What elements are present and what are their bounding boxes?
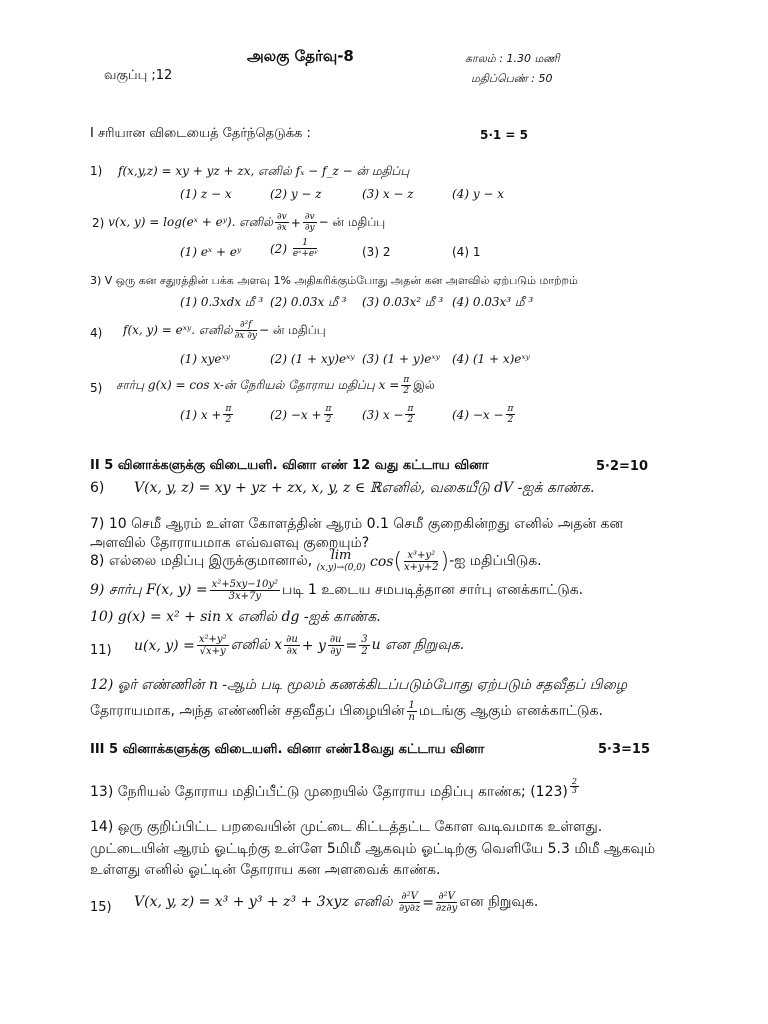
du-dy-fraction [328, 634, 344, 657]
q5-option-3 [362, 404, 417, 425]
dv-dy-fraction [303, 212, 317, 233]
dv-dx-fraction [275, 212, 289, 233]
d2v-dydz-fraction [399, 891, 420, 914]
frac-den: eˣ+eʸ [292, 249, 318, 259]
q7-line-1: 7) 10 செமீ ஆரம் உள்ள கோளத்தின் ஆரம் 0.1 செமீ குறைகின்றது எனில் அதன் கன [90, 516, 624, 532]
q4-option-1: (1) xyeˣʸ [180, 352, 230, 366]
frac-den: 2 [325, 415, 332, 425]
q14-line-1: 14) ஒரு குறிப்பிட்ட பறவையின் முட்டை கிட்டத்தட்ட கோள வடிவமாக உள்ளது. [90, 819, 603, 835]
q1-option-4: (4) y − x [452, 187, 505, 201]
frac-den: ∂x [286, 646, 298, 657]
option-text: (4) −x − [452, 407, 504, 422]
q2-option-1: (1) eˣ + eʸ [180, 245, 242, 259]
limit-fraction [404, 550, 438, 573]
q5-stem-b: இல் [413, 377, 435, 392]
q5-number: 5) [90, 381, 103, 395]
frac-den: n [408, 712, 415, 723]
pi-over-2-fraction [506, 404, 516, 425]
q5-stem [116, 375, 435, 396]
q3-stem: 3) V ஒரு கன சதுரத்தின் பக்க அளவு 1% அதிகரிக்கும்போது அதன் கன அளவில் ஏற்படும் மாற்றம் [90, 274, 578, 287]
q15-text-a: V(x, y, z) = x³ + y³ + z³ + 3xyz எனில் [134, 893, 393, 910]
q12-line-2 [90, 700, 603, 723]
q4-option-4: (4) (1 + x)eˣʸ [452, 352, 530, 366]
page-title: அலகு தேர்வு-8 [247, 47, 354, 65]
q11-number: 11) [90, 643, 112, 658]
q2-option-4: (4) 1 [452, 245, 481, 259]
du-dx-fraction [284, 634, 300, 657]
option-label: (2) [270, 241, 287, 256]
limit-operator [316, 547, 366, 574]
frac-den: √x+y [199, 646, 226, 657]
q6-number: 6) [90, 480, 105, 496]
q11-text-a: u(x, y) = [134, 637, 195, 654]
q15-text-c: என நிறுவுக. [459, 893, 539, 910]
option-text: (3) x − [362, 407, 404, 422]
option-text: (1) x + [180, 407, 222, 422]
q11-text-c: + y [301, 637, 326, 654]
section-2-heading: II 5 வினாக்களுக்கு விடையளி. வினா எண் 12 வது கட்டாய வினா [90, 458, 489, 473]
q11-text [134, 634, 464, 657]
q14-line-3: உள்ளது எனில் ஓட்டின் தோராய கன அளவைக் காண்க. [90, 862, 441, 878]
q13-text [90, 778, 581, 802]
frac-den: 2 [507, 415, 514, 425]
q11-text-d: = [345, 637, 358, 654]
q1-option-1: (1) z − x [180, 187, 232, 201]
frac-num: ∂²V [399, 891, 420, 903]
q3-option-3: (3) 0.03x² மீ ³ [362, 295, 444, 309]
frac-num: ∂v [277, 212, 287, 222]
frac-den: 2 [361, 646, 368, 657]
frac-den: 3x+7y [228, 591, 262, 602]
d2v-dzdy-fraction [436, 891, 457, 914]
right-paren: ) [440, 549, 450, 574]
section-1-heading: I சரியான விடையைத் தேர்ந்தெடுக்க : [90, 126, 311, 141]
q4-option-2: (2) (1 + xy)eˣʸ [270, 352, 355, 366]
q15-text-b: = [422, 894, 434, 911]
q1-stem: f(x,y,z) = xy + yz + zx, எனில் fₓ − f_z − ன் மதிப்பு [118, 164, 410, 178]
q8-text-a: 8) எல்லை மதிப்பு இருக்குமானால், [90, 552, 313, 569]
frac-den: ∂z∂y [435, 903, 458, 914]
frac-num: π [507, 404, 514, 414]
frac-num: x²+5xy−10y² [211, 579, 279, 590]
q13-text-main: 13) நேரியல் தோராய மதிப்பீட்டு முறையில் தோராய மதிப்பு காண்க; (123) [90, 784, 568, 800]
total-marks: மதிப்பெண் : 50 [471, 72, 553, 85]
q15-number: 15) [90, 900, 112, 915]
frac-num: 1 [408, 700, 415, 711]
pi-over-2-fraction [223, 404, 233, 425]
frac-den: 2 [225, 415, 232, 425]
q12-line-1: 12) ஓர் எண்ணின் n -ஆம் படி மூலம் கணக்கிடப்படும்போது ஏற்படும் சதவீதப் பிழை [90, 677, 628, 693]
three-halves-fraction [359, 634, 369, 657]
pi-over-2-fraction [324, 404, 334, 425]
d2f-dxdy-fraction [235, 320, 257, 341]
q4-number: 4) [90, 326, 103, 340]
one-over-sum-fraction [293, 238, 318, 259]
section-1-score: 5∙1 = 5 [480, 128, 529, 142]
q3-option-4: (4) 0.03x³ மீ ³ [452, 295, 534, 309]
frac-num: ∂u [286, 634, 298, 645]
q5-option-1 [180, 404, 235, 425]
frac-num: x²+y² [198, 634, 227, 645]
two-thirds-exponent [570, 778, 579, 795]
q2-option-3: (3) 2 [362, 245, 391, 259]
pi-over-2-fraction [405, 404, 415, 425]
frac-den: ∂y∂z [398, 903, 421, 914]
lim-word: lim [330, 547, 352, 563]
frac-num: 3 [361, 634, 368, 645]
section-3-heading: III 5 வினாக்களுக்கு விடையளி. வினா எண்18வது கட்டாய வினா [90, 742, 485, 757]
one-over-n-fraction [407, 700, 417, 723]
frac-num: ∂u [329, 634, 342, 645]
frac-num: π [225, 404, 232, 414]
frac-den: 2 [403, 386, 410, 396]
q9-text-a: 9) சார்பு F(x, y) = [90, 581, 208, 598]
frac-num: π [407, 404, 414, 414]
class-label: வகுப்பு ;12 [104, 68, 173, 83]
q10-text: 10) g(x) = x² + sin x எனில் dg -ஐக் காண்க. [90, 609, 381, 625]
q1-option-3: (3) x − z [362, 187, 414, 201]
q2-stem: 2) v(x, y) = log(eˣ + eʸ). எனில் $\frac{\partial v}{\partial x}$ + $\frac{\partial v}{\partial y}$ − ன் மதிப்பு [92, 212, 386, 233]
q1-number: 1) [90, 164, 103, 178]
frac-den: ∂y [304, 223, 315, 233]
u-fraction [197, 634, 229, 657]
q4-stem-a: f(x, y) = eˣʸ. எனில் [123, 322, 233, 337]
q12-line-2-b: மடங்கு ஆகும் எனக்காட்டுக. [418, 702, 603, 719]
frac-num: x³+y² [404, 550, 438, 562]
frac-den: x+y+2 [404, 562, 439, 573]
q4-stem-b: − ன் மதிப்பு [258, 322, 326, 337]
frac-den: ∂y [330, 646, 342, 657]
q14-line-2: முட்டையின் ஆரம் ஓட்டிற்கு உள்ளே 5மிமீ ஆகவும் ஓட்டிற்கு வெளியே 5.3 மிமீ ஆகவும் [90, 841, 656, 857]
exam-duration: காலம் : 1.30 மணி [465, 52, 560, 65]
frac-num: ∂²V [436, 891, 457, 903]
q1-option-2: (2) y − z [270, 187, 322, 201]
q3-option-2: (2) 0.03x மீ ³ [270, 295, 347, 309]
frac-den: ∂x ∂y [234, 331, 257, 341]
q6-text: V(x, y, z) = xy + yz + zx, x, y, z ∈ ℝஎனில், வகையீடு dV -ஐக் காண்க. [134, 480, 595, 496]
frac-num: ∂v [304, 212, 315, 222]
frac-num: π [325, 404, 332, 414]
frac-den: ∂x [277, 223, 287, 233]
q4-option-3: (3) (1 + y)eˣʸ [362, 352, 440, 366]
q2-number: 2) [92, 215, 105, 230]
q11-text-b: எனில் x [230, 636, 283, 653]
q8-text-b: -ஐ மதிப்பிடுக. [449, 552, 542, 569]
pi-over-2-fraction [401, 375, 411, 396]
q8-text [90, 549, 542, 574]
q5-stem-a: சார்பு g(x) = cos x-ன் நேரியல் தோராய மதிப்பு x = [116, 377, 400, 392]
option-text: (2) −x + [270, 407, 322, 422]
q2-option-2 [270, 238, 319, 259]
q2-stem-a: v(x, y) = log(eˣ + eʸ). எனில் [108, 214, 273, 229]
frac-den: 2 [407, 415, 414, 425]
frac-num: π [403, 375, 410, 385]
lim-subscript: (x,y)→(0,0) [316, 562, 366, 573]
q9-text [90, 579, 583, 602]
section-3-score: 5∙3=15 [598, 742, 651, 757]
q15-text [134, 891, 538, 914]
left-paren: ( [393, 549, 403, 574]
q4-stem [123, 320, 326, 341]
q11-text-e: u என நிறுவுக. [371, 636, 465, 653]
q2-stem-b: − ன் மதிப்பு [318, 214, 386, 229]
frac-den: 3 [571, 786, 577, 795]
frac-num: ∂²f [235, 320, 257, 331]
q5-option-4 [452, 404, 517, 425]
frac-num: 1 [293, 238, 318, 249]
frac-num: 2 [571, 777, 577, 786]
q7-line-2: அளவில் தோராயமாக எவ்வளவு குறையும்? [90, 535, 370, 551]
cos-word: cos [369, 553, 394, 570]
q12-line-2-a: தோராயமாக, அந்த எண்ணின் சதவீதப் பிழையின் [90, 702, 405, 719]
homogeneous-fraction [210, 579, 280, 602]
section-2-score: 5∙2=10 [596, 459, 649, 474]
q5-option-2 [270, 404, 335, 425]
q9-text-b: படி 1 உடைய சமபடித்தான சார்பு எனக்காட்டுக. [282, 581, 584, 598]
q3-option-1: (1) 0.3xdx மீ ³ [180, 295, 264, 309]
